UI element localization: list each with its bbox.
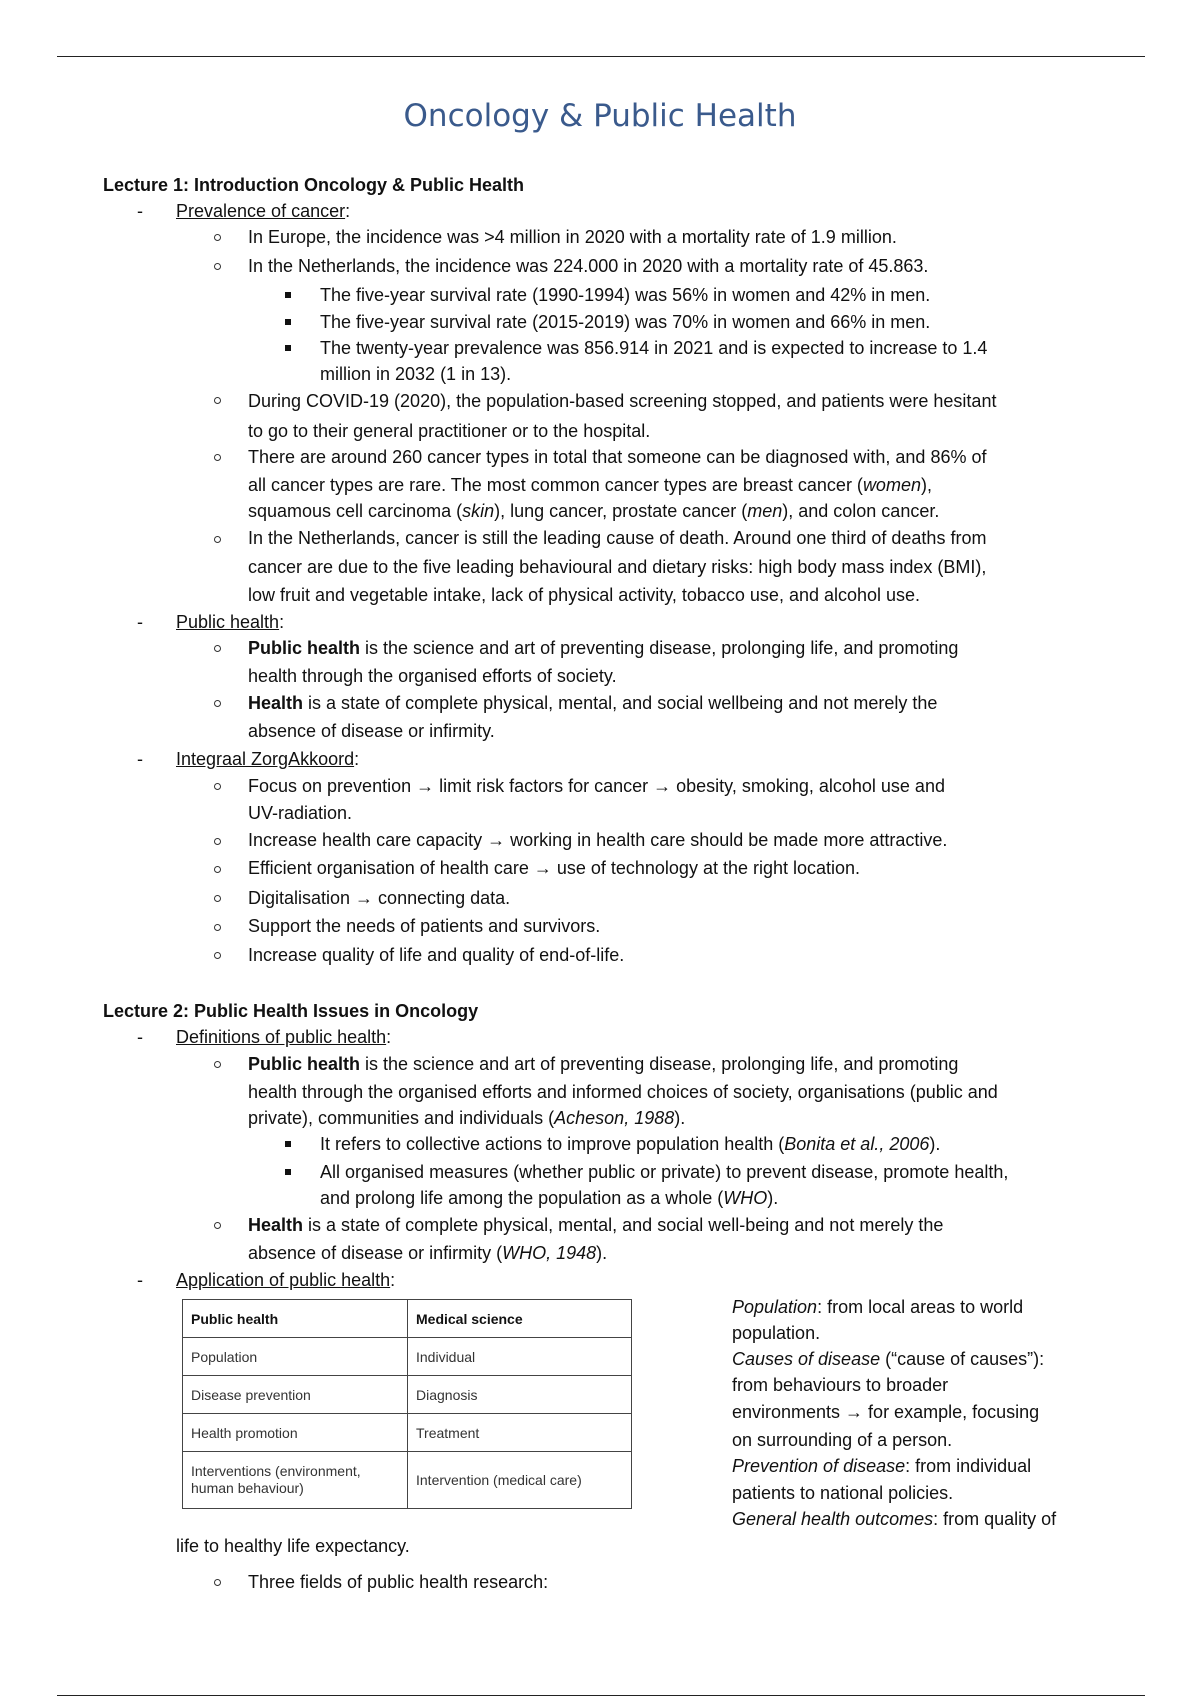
circle-bullet	[214, 895, 221, 902]
twenty-year-item: The twenty-year prevalence was 856.914 in 2021 and is expected to increase to 1.4	[320, 338, 988, 358]
survival2-item: The five-year survival rate (2015-2019) was 70% in women and 66% in men.	[320, 312, 931, 332]
ph-definition2: Public health is the science and art of preventing disease, prolonging life, and promoting	[248, 1054, 959, 1074]
wrap-text: life to healthy life expectancy.	[176, 1536, 410, 1556]
ph-definition2-cont2: private), communities and individuals (Acheson, 1988).	[248, 1108, 686, 1128]
quality-item: Increase quality of life and quality of end-of-life.	[248, 945, 625, 965]
table-row	[183, 1376, 632, 1414]
side-general: General health outcomes: from quality of	[732, 1509, 1057, 1529]
circle-bullet	[214, 952, 221, 959]
side-prevention: Prevention of disease: from individual	[732, 1456, 1032, 1476]
square-bullet	[285, 292, 291, 298]
health-definition2-cont: absence of disease or infirmity (WHO, 1948).	[248, 1243, 608, 1263]
death-item-cont: cancer are due to the five leading behavioural and dietary risks: high body mass index (BMI),	[248, 557, 987, 577]
ph-definition2-cont: health through the organised efforts and informed choices of society, organisations (public and	[248, 1082, 998, 1102]
health-definition-cont: absence of disease or infirmity.	[248, 721, 495, 741]
square-bullet	[285, 345, 291, 351]
square-bullet	[285, 319, 291, 325]
types-item-cont: all cancer types are rare. The most common cancer types are breast cancer (women),	[248, 475, 932, 495]
circle-bullet	[214, 234, 221, 241]
circle-bullet	[214, 397, 221, 404]
lecture2-heading: Lecture 2: Public Health Issues in Oncology	[103, 1001, 479, 1021]
table-header: Public health	[183, 1300, 408, 1338]
side-population-cont: population.	[732, 1323, 821, 1343]
measures-item: All organised measures (whether public or private) to prevent disease, promote health,	[320, 1162, 1009, 1182]
table-cell: Population	[183, 1338, 408, 1376]
capacity-item: Increase health care capacity → working in health care should be made more attractive.	[248, 830, 948, 850]
dash-bullet: -	[137, 1270, 143, 1290]
efficient-item: Efficient organisation of health care → use of technology at the right location.	[248, 858, 861, 878]
dash-bullet: -	[137, 612, 143, 632]
application-label: Application of public health:	[176, 1270, 396, 1290]
integraal-label: Integraal ZorgAkkoord:	[176, 749, 360, 769]
covid-item-cont: to go to their general practitioner or to the hospital.	[248, 421, 651, 441]
measures-item-cont: and prolong life among the population as a whole (WHO).	[320, 1188, 779, 1208]
types-item-cont2: squamous cell carcinoma (skin), lung cancer, prostate cancer (men), and colon cancer.	[248, 501, 940, 521]
fields-item: Three fields of public health research:	[248, 1572, 549, 1592]
side-population: Population: from local areas to world	[732, 1297, 1024, 1317]
circle-bullet	[214, 454, 221, 461]
ph-definition: Public health is the science and art of preventing disease, prolonging life, and promoting	[248, 638, 959, 658]
circle-bullet	[214, 1061, 221, 1068]
circle-bullet	[214, 924, 221, 931]
circle-bullet	[214, 866, 221, 873]
covid-item: During COVID-19 (2020), the population-based screening stopped, and patients were hesitant	[248, 391, 997, 411]
table-row	[183, 1414, 632, 1452]
circle-bullet	[214, 1222, 221, 1229]
table-header: Medical science	[408, 1300, 632, 1338]
table-row	[183, 1452, 632, 1509]
table-cell: Individual	[408, 1338, 632, 1376]
page-title: Oncology & Public Health	[403, 98, 797, 134]
dash-bullet: -	[137, 1027, 143, 1047]
health-definition: Health is a state of complete physical, mental, and social wellbeing and not merely the	[248, 693, 938, 713]
netherlands-item: In the Netherlands, the incidence was 224.000 in 2020 with a mortality rate of 45.863.	[248, 256, 929, 276]
public-vs-medical-table	[182, 1299, 632, 1509]
side-causes-cont: from behaviours to broader	[732, 1375, 949, 1395]
twenty-year-item-cont: million in 2032 (1 in 13).	[320, 364, 512, 384]
prevalence-label: Prevalence of cancer:	[176, 201, 351, 221]
table-cell: Treatment	[408, 1414, 632, 1452]
lecture1-heading: Lecture 1: Introduction Oncology & Public Health	[103, 175, 525, 195]
table-row	[183, 1338, 632, 1376]
side-prevention-cont: patients to national policies.	[732, 1483, 954, 1503]
circle-bullet	[214, 838, 221, 845]
death-item: In the Netherlands, cancer is still the leading cause of death. Around one third of deaths from	[248, 528, 987, 548]
europe-item: In Europe, the incidence was >4 million in 2020 with a mortality rate of 1.9 million.	[248, 227, 897, 247]
square-bullet	[285, 1169, 291, 1175]
dash-bullet: -	[137, 201, 143, 221]
table-cell: Intervention (medical care)	[408, 1452, 632, 1509]
side-causes: Causes of disease (“cause of causes”):	[732, 1349, 1045, 1369]
health-definition2: Health is a state of complete physical, mental, and social well-being and not merely the	[248, 1215, 944, 1235]
circle-bullet	[214, 700, 221, 707]
circle-bullet	[214, 1579, 221, 1586]
header-rule	[57, 56, 1145, 57]
types-item: There are around 260 cancer types in total that someone can be diagnosed with, and 86% of	[248, 447, 987, 467]
public-health-label: Public health:	[176, 612, 285, 632]
table-cell: Diagnosis	[408, 1376, 632, 1414]
survival1-item: The five-year survival rate (1990-1994) was 56% in women and 42% in men.	[320, 285, 931, 305]
support-item: Support the needs of patients and survivors.	[248, 916, 601, 936]
circle-bullet	[214, 536, 221, 543]
focus-item-cont: UV-radiation.	[248, 803, 353, 823]
collective-item: It refers to collective actions to improve population health (Bonita et al., 2006).	[320, 1134, 941, 1154]
table-cell: Disease prevention	[183, 1376, 408, 1414]
digital-item: Digitalisation → connecting data.	[248, 888, 511, 908]
table-header-row	[183, 1300, 632, 1338]
focus-item: Focus on prevention → limit risk factors for cancer → obesity, smoking, alcohol use and	[248, 776, 945, 796]
footer-rule	[57, 1695, 1145, 1696]
death-item-cont2: low fruit and vegetable intake, lack of physical activity, tobacco use, and alcohol use.	[248, 585, 921, 605]
definitions-label: Definitions of public health:	[176, 1027, 392, 1047]
square-bullet	[285, 1141, 291, 1147]
dash-bullet: -	[137, 749, 143, 769]
circle-bullet	[214, 263, 221, 270]
table-cell: Interventions (environment, human behaviour)	[183, 1452, 408, 1509]
side-causes-cont3: on surrounding of a person.	[732, 1430, 953, 1450]
table-cell: Health promotion	[183, 1414, 408, 1452]
circle-bullet	[214, 783, 221, 790]
side-causes-cont2: environments → for example, focusing	[732, 1402, 1040, 1422]
circle-bullet	[214, 645, 221, 652]
ph-definition-cont: health through the organised efforts of society.	[248, 666, 617, 686]
